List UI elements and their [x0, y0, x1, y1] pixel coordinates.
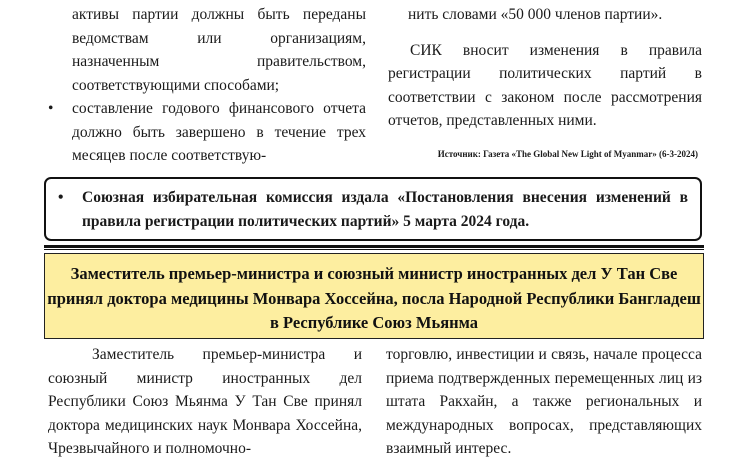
article-headline-text: Заместитель премьер-министра и союзный министр иностранных дел У Тан Све принял доктора медицины Монвара Хоссейна, посла Народной Республики Бангладеш в Республике Союз Мьянма	[47, 264, 701, 332]
paragraph-continuation: нить словами «50 000 членов партии».	[408, 6, 663, 23]
paragraph: СИК вносит изменения в правила регистрации политических партий в соответствии с законом после рассмотрения отчетов, представленных ними.	[388, 41, 702, 129]
source-citation: Источник: Газета «The Global New Light of Myanmar» (6-3-2024)	[437, 149, 698, 159]
article-paragraph-left: Заместитель премьер-министра и союзный министр иностранных дел Республики Союз Мьянма У Тан Све принял доктора медицинских наук Монвара Хоссейна, Чрезвычайного и полномочно-	[48, 346, 362, 457]
bullet-icon: •	[58, 189, 64, 206]
bullet-icon: •	[48, 100, 54, 117]
boxed-note-item	[58, 186, 688, 234]
article-left-column	[48, 343, 362, 461]
top-right-column	[388, 3, 702, 133]
boxed-note	[44, 177, 702, 241]
divider-thick	[44, 245, 704, 248]
article-headline	[44, 253, 704, 339]
list-item-continuation: активы партии должны быть переданы ведомствам или организациям, назначенным правительством, соответствующими способами;	[72, 6, 366, 94]
article-paragraph-right: торговлю, инвестиции и связь, начале процесса приема подтвержденных перемещенных лиц из штата Ракхайн, а также региональных и международных вопросах, представляющих взаимный интерес.	[386, 346, 702, 457]
boxed-note-text: Союзная избирательная комиссия издала «Постановления внесения изменений в правила регистрации политических партий» 5 марта 2024 года.	[82, 189, 688, 230]
top-left-column	[48, 3, 366, 168]
list-item	[48, 97, 366, 168]
list-item-text: составление годового финансового отчета должно быть завершено в течение трех месяцев после соответствую-	[72, 100, 366, 164]
article-right-column	[386, 343, 702, 461]
divider-thin	[44, 249, 704, 250]
